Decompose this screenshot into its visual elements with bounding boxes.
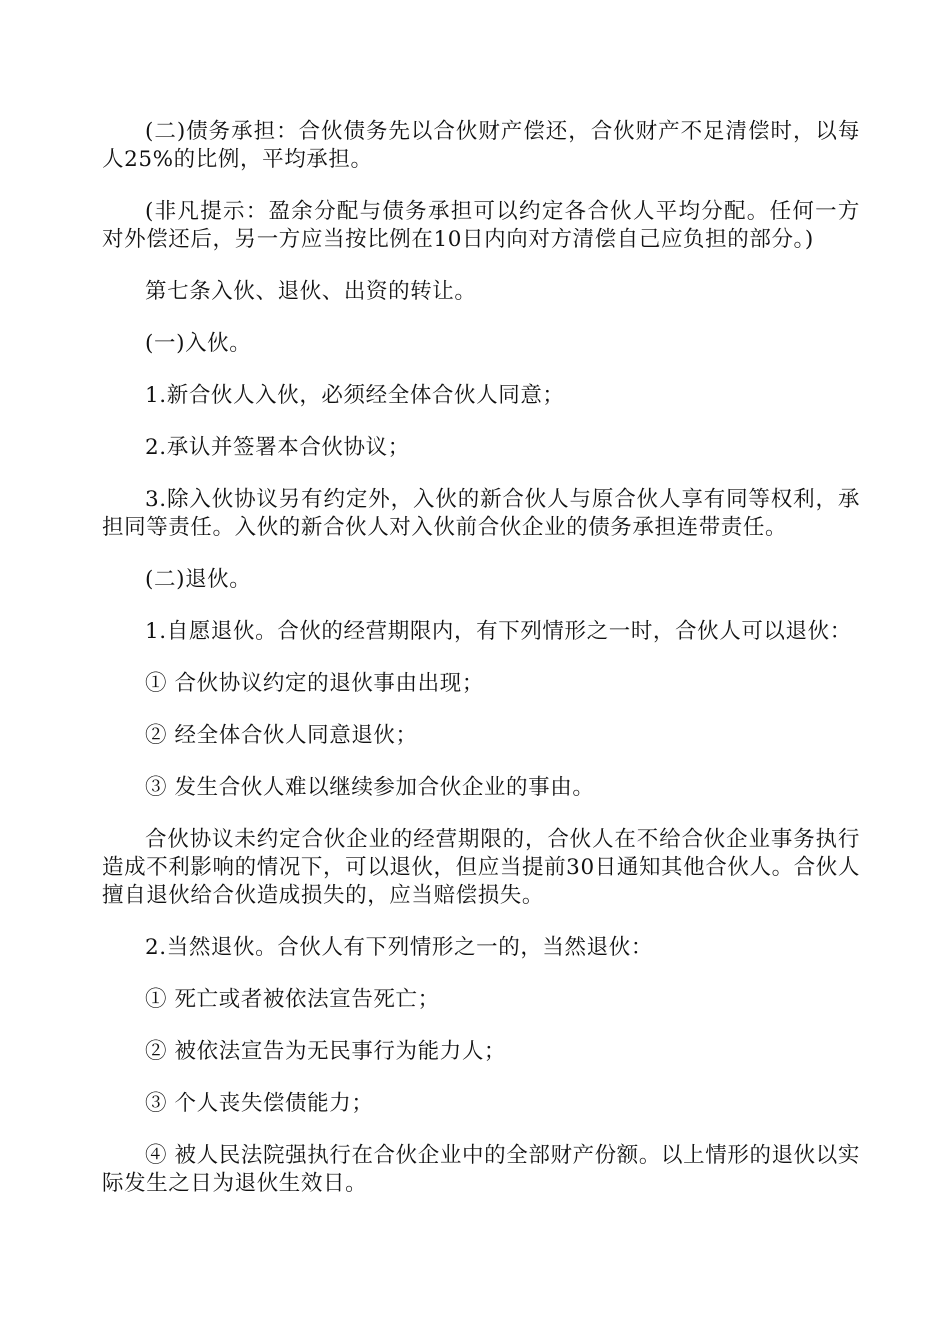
paragraph-automatic-withdrawal: 2.当然退伙。合伙人有下列情形之一的，当然退伙：	[145, 935, 653, 960]
paragraph-joining-item-2: 2.承认并签署本合伙协议；	[145, 435, 410, 460]
paragraph-automatic-case-4: ④ 被人民法院强执行在合伙企业中的全部财产份额。以上情形的退伙以实际发生之日为退伙生效日。	[102, 1143, 860, 1196]
paragraph-withdrawal-heading: (二)退伙。	[145, 567, 252, 592]
paragraph-special-note: (非凡提示：盈余分配与债务承担可以约定各合伙人平均分配。任何一方对外偿还后，另一方应当按比例在10日内向对方清偿自己应负担的部分。)	[102, 199, 860, 252]
paragraph-automatic-case-2: ② 被依法宣告为无民事行为能力人；	[145, 1039, 507, 1064]
paragraph-joining-heading: (一)入伙。	[145, 331, 252, 356]
paragraph-automatic-case-3: ③ 个人丧失偿债能力；	[145, 1091, 374, 1116]
paragraph-voluntary-case-1: ① 合伙协议约定的退伙事由出现；	[145, 671, 484, 696]
paragraph-voluntary-case-3: ③ 发生合伙人难以继续参加合伙企业的事由。	[145, 775, 595, 800]
paragraph-debt-bearing: (二)债务承担：合伙债务先以合伙财产偿还，合伙财产不足清偿时，以每人25%的比例，平均承担。	[102, 119, 860, 172]
paragraph-no-term-withdrawal: 合伙协议未约定合伙企业的经营期限的，合伙人在不给合伙企业事务执行造成不利影响的情况下，可以退伙，但应当提前30日通知其他合伙人。合伙人擅自退伙给合伙造成损失的，应当赔偿损失。	[102, 827, 860, 908]
paragraph-joining-item-3: 3.除入伙协议另有约定外，入伙的新合伙人与原合伙人享有同等权利，承担同等责任。入伙的新合伙人对入伙前合伙企业的债务承担连带责任。	[102, 487, 860, 540]
paragraph-joining-item-1: 1.新合伙人入伙，必须经全体合伙人同意；	[145, 383, 565, 408]
paragraph-voluntary-case-2: ② 经全体合伙人同意退伙；	[145, 723, 418, 748]
document-body	[102, 118, 860, 1222]
paragraph-automatic-case-1: ① 死亡或者被依法宣告死亡；	[145, 987, 440, 1012]
paragraph-article-seven: 第七条入伙、退伙、出资的转让。	[145, 279, 477, 304]
paragraph-voluntary-withdrawal: 1.自愿退伙。合伙的经营期限内，有下列情形之一时，合伙人可以退伙：	[145, 619, 852, 644]
